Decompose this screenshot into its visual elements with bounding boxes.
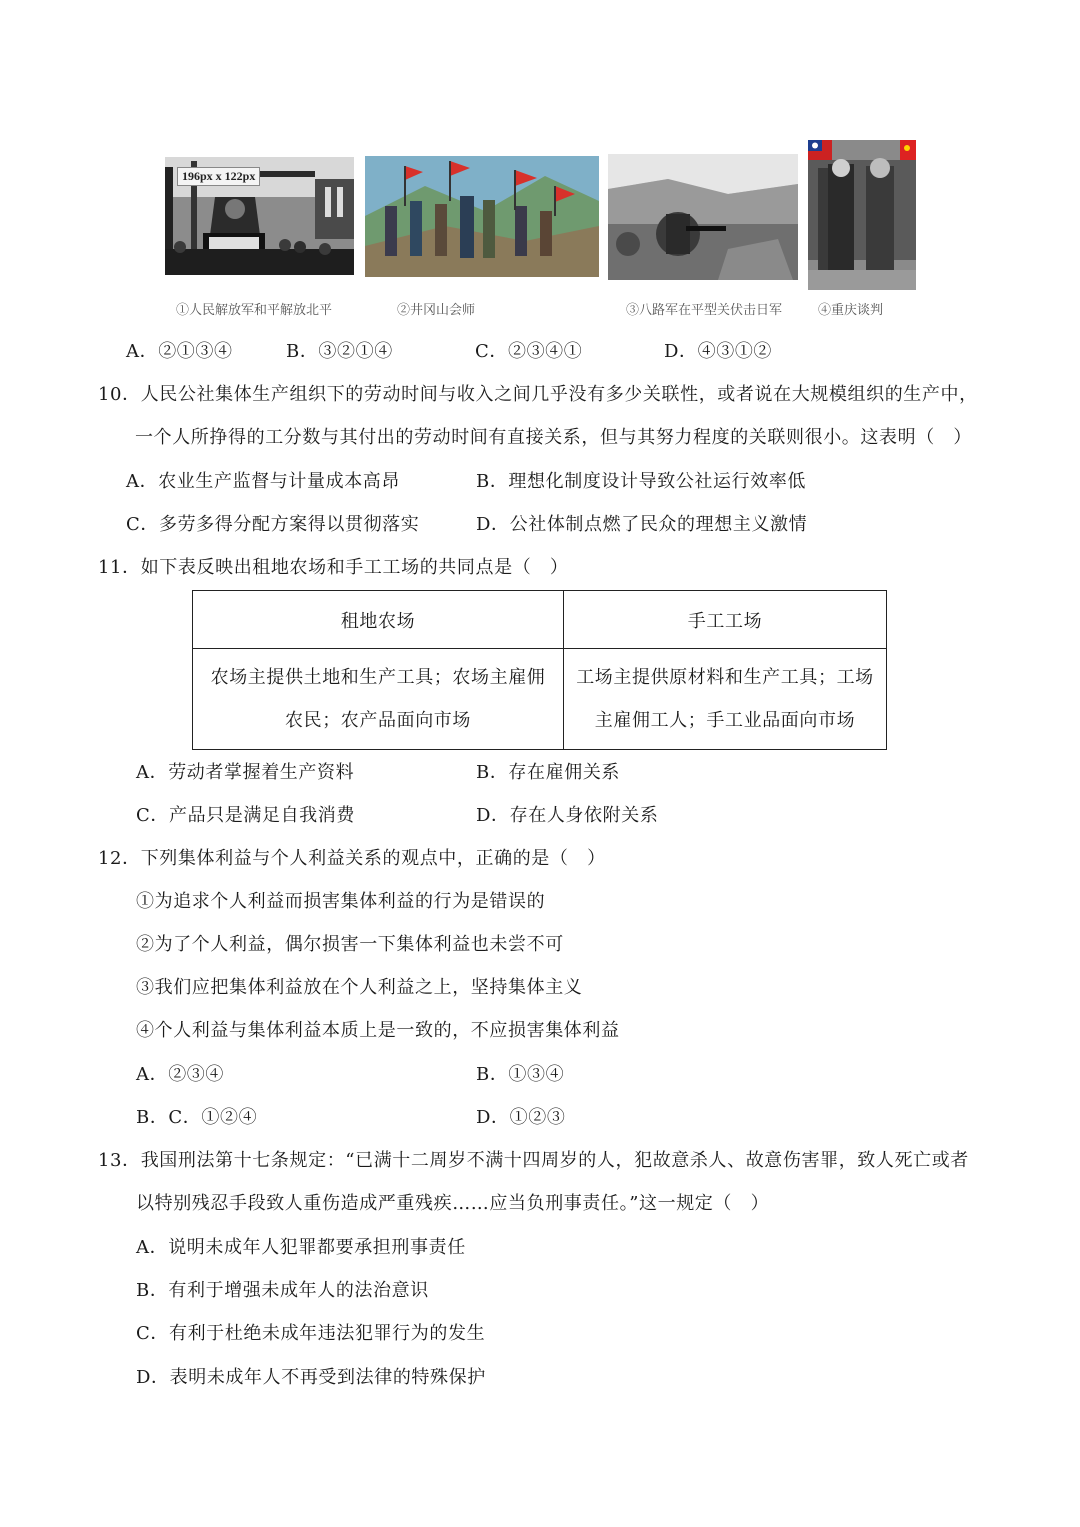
q13-option-b: B．有利于增强未成年人的法治意识: [136, 1280, 429, 1301]
jinggangshan-painting-icon: [365, 156, 599, 277]
table-cell-workshop: [564, 649, 887, 750]
image-size-tag: 196px x 122px: [177, 167, 260, 186]
caption-2: ②井冈山会师: [397, 303, 476, 318]
q11-option-b: B．存在雇佣关系: [476, 762, 621, 783]
q11-option-a: A．劳动者掌握着生产资料: [136, 762, 355, 783]
q10-option-c: C．多劳多得分配方案得以贯彻落实: [126, 514, 420, 535]
pingxingguan-photo-icon: [608, 154, 798, 280]
q12-option-b: B．①③④: [476, 1064, 565, 1085]
q10-option-a: A．农业生产监督与计量成本高昂: [126, 471, 400, 492]
table-header-farm: 租地农场: [193, 591, 564, 649]
q9-option-b: B．③②①④: [286, 341, 393, 362]
q9-option-c: C．②③④①: [475, 341, 583, 362]
table-cell-workshop-line2: 主雇佣工人；手工业品面向市场: [594, 710, 856, 731]
caption-4: ④重庆谈判: [818, 303, 884, 318]
caption-3: ③八路军在平型关伏击日军: [626, 303, 783, 318]
q13-option-a: A．说明未成年人犯罪都要承担刑事责任: [136, 1237, 466, 1258]
q11-option-d: D．存在人身依附关系: [476, 805, 659, 826]
q13-stem-line1: 13．我国刑法第十七条规定：“已满十二周岁不满十四周岁的人，犯故意杀人、故意伤害罪，致人死亡或者: [98, 1150, 969, 1171]
q10-stem-line1: 10．人民公社集体生产组织下的劳动时间与收入之间几乎没有多少关联性，或者说在大规模组织的生产中，: [98, 384, 978, 405]
q12-option-d: D．①②③: [476, 1107, 566, 1128]
table-cell-farm: [193, 649, 564, 750]
q12-option-c: B．C．①②④: [136, 1107, 258, 1128]
photo-pingxingguan: [608, 154, 798, 280]
photo-peiping-liberation: [165, 157, 354, 275]
q12-statement-2: ②为了个人利益，偶尔损害一下集体利益也未尝不可: [136, 934, 564, 955]
q10-stem-line2: 一个人所挣得的工分数与其付出的劳动时间有直接关系，但与其努力程度的关联则很小。这表明（ ）: [135, 427, 972, 448]
q9-option-d: D．④③①②: [664, 341, 773, 362]
q13-stem-line2: 以特别残忍手段致人重伤造成严重残疾……应当负刑事责任。”这一规定（ ）: [136, 1193, 770, 1214]
caption-1: ①人民解放军和平解放北平: [176, 303, 333, 318]
table-cell-farm-line1: 农场主提供土地和生产工具；农场主雇佣: [210, 667, 546, 688]
q12-statement-3: ③我们应把集体利益放在个人利益之上，坚持集体主义: [136, 977, 583, 998]
table-header-workshop: 手工工场: [564, 591, 887, 649]
q11-stem: 11．如下表反映出租地农场和手工工场的共同点是（ ）: [98, 557, 569, 578]
photo-jinggangshan: [365, 156, 599, 277]
q10-option-b: B．理想化制度设计导致公社运行效率低: [476, 471, 807, 492]
q12-option-a: A．②③④: [136, 1064, 224, 1085]
q12-statement-4: ④个人利益与集体利益本质上是一致的，不应损害集体利益: [136, 1020, 620, 1041]
comparison-table: [192, 590, 887, 750]
q10-option-d: D．公社体制点燃了民众的理想主义激情: [476, 514, 808, 535]
q13-option-d: D．表明未成年人不再受到法律的特殊保护: [136, 1367, 486, 1388]
q9-option-a: A．②①③④: [126, 341, 233, 362]
q12-statement-1: ①为追求个人利益而损害集体利益的行为是错误的: [136, 891, 546, 912]
q11-option-c: C．产品只是满足自我消费: [136, 805, 355, 826]
q12-stem: 12．下列集体利益与个人利益关系的观点中，正确的是（ ）: [98, 848, 606, 869]
table-cell-farm-line2: 农民；农产品面向市场: [285, 710, 471, 731]
chongqing-negotiation-photo-icon: [808, 140, 916, 290]
photo-chongqing-negotiation: [808, 140, 916, 290]
q13-option-c: C．有利于杜绝未成年违法犯罪行为的发生: [136, 1323, 486, 1344]
table-cell-workshop-line1: 工场主提供原材料和生产工具；工场: [576, 667, 874, 688]
